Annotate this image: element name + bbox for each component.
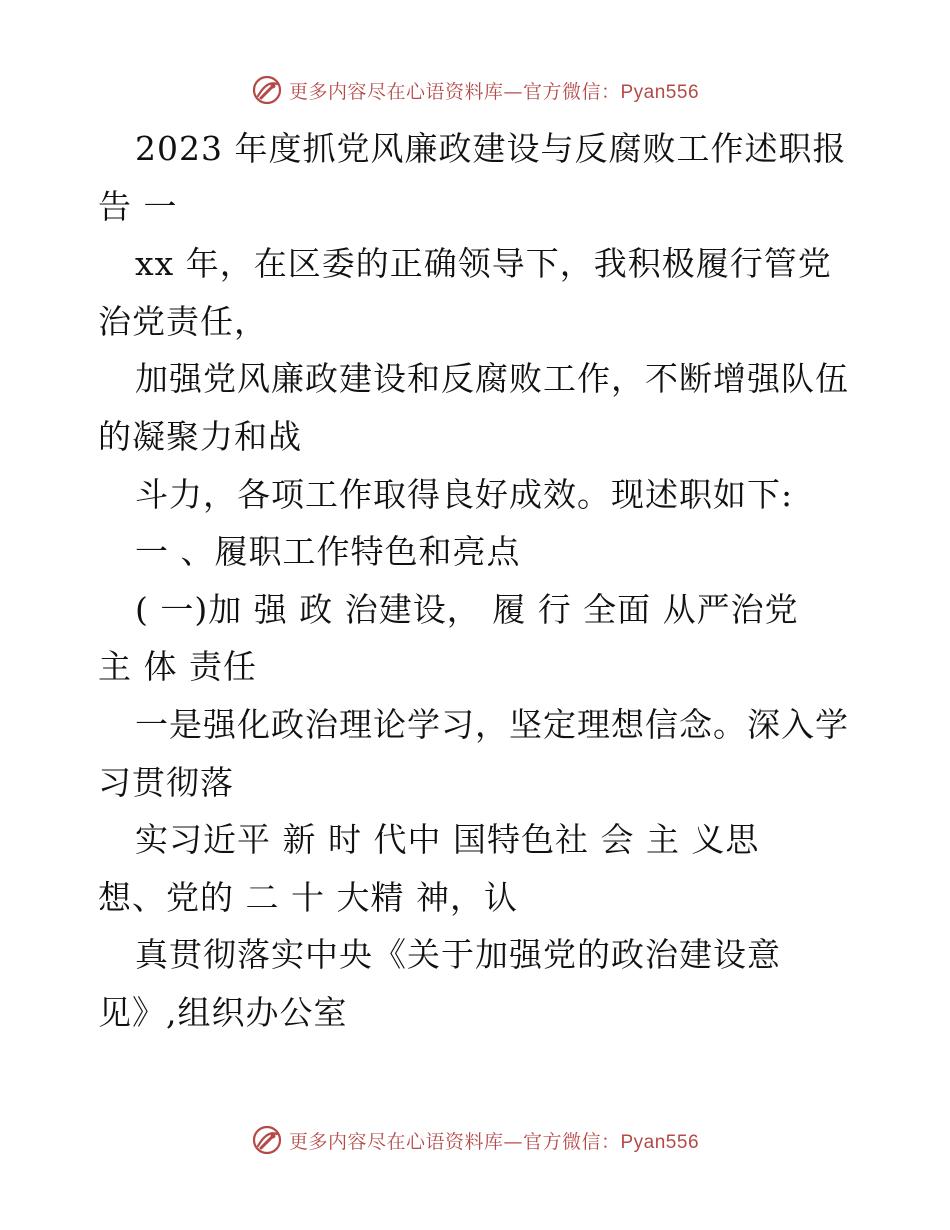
section-heading: 一 、履职工作特色和亮点 (135, 532, 521, 572)
brand-logo-icon (251, 1124, 283, 1156)
paragraph-line: 斗力，各项工作取得良好成效。现述职如下: (135, 474, 794, 514)
paragraph-line: 的凝聚力和战 (98, 416, 302, 456)
paragraph-line: 见》,组织办公室 (98, 992, 348, 1032)
watermark-text: 更多内容尽在心语资料库—官方微信：Pyan556 (288, 1130, 700, 1153)
paragraph-line: 加强党风廉政建设和反腐败工作，不断增强队伍 (135, 359, 849, 399)
document-body (98, 120, 858, 1042)
watermark-text: 更多内容尽在心语资料库—官方微信：Pyan556 (288, 80, 700, 103)
subsection-heading-line-2: 主 体 责任 (98, 647, 257, 687)
brand-logo-icon (251, 74, 283, 106)
paragraph-line: 治党责任， (98, 301, 268, 341)
paragraph-line: 真贯彻落实中央《关于加强党的政治建设意 (135, 935, 781, 975)
header-watermark (0, 72, 950, 108)
paragraph-line: 实习近平 新 时 代中 国特色社 会 主 义思 (135, 820, 760, 860)
footer-watermark (0, 1122, 950, 1158)
subsection-heading-line-1: ( 一)加 强 政 治建设， 履 行 全面 从严治党 (135, 589, 799, 629)
paragraph-line: xx 年，在区委的正确领导下，我积极履行管党 (135, 244, 832, 284)
paragraph-line: 习贯彻落 (98, 762, 234, 802)
paragraph-line: 一是强化政治理论学习，坚定理想信念。深入学 (135, 704, 849, 744)
paragraph-line: 想、党的 二 十 大精 神，认 (98, 877, 518, 917)
document-title-line-2: 告 一 (98, 186, 178, 226)
document-title-line-1: 2023 年度抓党风廉政建设与反腐败工作述职报 (135, 129, 847, 168)
